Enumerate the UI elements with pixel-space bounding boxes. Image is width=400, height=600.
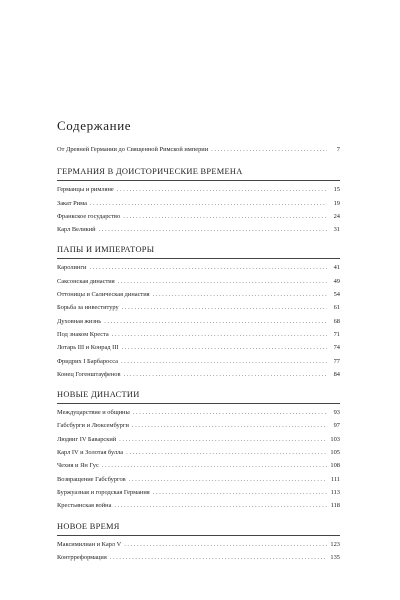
entry-title: Саксонская династия [57, 277, 115, 285]
entry-title: Германцы и римляне [57, 186, 114, 194]
entry-page: 84 [333, 370, 340, 378]
dot-leader [129, 473, 327, 486]
dot-leader [121, 355, 327, 368]
dot-leader [132, 419, 327, 432]
dot-leader [122, 341, 327, 354]
dot-leader [126, 446, 327, 459]
toc-entry [57, 433, 340, 446]
dot-leader [89, 261, 327, 274]
entry-page: 74 [333, 344, 340, 352]
section-title: НОВЫЕ ДИНАСТИИ [57, 389, 340, 404]
entry-title: Лотарь III и Конрад III [57, 344, 119, 352]
dot-leader [211, 143, 327, 156]
entry-title: Закат Рима [57, 199, 87, 207]
entry-page: 24 [333, 212, 340, 220]
entry-page: 111 [330, 475, 340, 483]
dot-leader [117, 183, 327, 196]
entry-page: 77 [333, 357, 340, 365]
section-title: ПАПЫ И ИМПЕРАТОРЫ [57, 244, 340, 259]
toc-title: Содержание [57, 118, 132, 133]
toc-entry [57, 315, 340, 328]
entry-title: Фридрих I Барбаросса [57, 357, 118, 365]
toc-section [57, 389, 340, 512]
entry-page: 123 [330, 540, 340, 548]
dot-leader [124, 538, 327, 551]
entry-page: 49 [333, 277, 340, 285]
dot-leader [114, 499, 327, 512]
entry-title: Контрреформация [57, 553, 107, 561]
entry-title: Карл Великий [57, 226, 96, 234]
toc-sections [57, 166, 340, 564]
entry-page: 15 [333, 186, 340, 194]
entry-title: Чехия и Ян Гус [57, 462, 99, 470]
dot-leader [123, 368, 327, 381]
entry-page: 93 [333, 409, 340, 417]
entry-page: 7 [336, 146, 340, 153]
dot-leader [119, 433, 327, 446]
entry-page: 118 [330, 502, 340, 510]
toc-entry [57, 419, 340, 432]
entry-title: Духовная жизнь [57, 317, 102, 325]
toc-entry [57, 288, 340, 301]
entry-title: Борьба за инвеституру [57, 304, 119, 312]
entry-title: Максимилиан и Карл V [57, 540, 122, 548]
dot-leader [102, 459, 327, 472]
table-of-contents [57, 118, 340, 564]
toc-entry [57, 261, 340, 274]
toc-entry [57, 446, 340, 459]
entry-title: Под знаком Креста [57, 330, 109, 338]
toc-entry [57, 301, 340, 314]
entry-title: Буржуазная и городская Германия [57, 488, 150, 496]
entry-title: Оттоницы и Салическая династия [57, 291, 150, 299]
section-title: НОВОЕ ВРЕМЯ [57, 521, 340, 536]
dot-leader [153, 288, 327, 301]
entry-title: Междуцарствие и общины [57, 409, 130, 417]
entry-page: 108 [330, 462, 340, 470]
entry-title: Возвращение Габсбургов [57, 475, 126, 483]
entry-page: 105 [330, 449, 340, 457]
entry-page: 68 [333, 317, 340, 325]
toc-intro-entry [57, 143, 340, 156]
dot-leader [112, 328, 327, 341]
toc-entry [57, 183, 340, 196]
section-title: ГЕРМАНИЯ В ДОИСТОРИЧЕСКИЕ ВРЕМЕНА [57, 166, 340, 181]
toc-entry [57, 406, 340, 419]
toc-entry [57, 210, 340, 223]
entry-title: Франкское государство [57, 212, 121, 220]
dot-leader [153, 486, 327, 499]
entry-page: 97 [333, 422, 340, 430]
toc-entry [57, 473, 340, 486]
entry-title: Крестьянская война [57, 502, 112, 510]
entry-title: Каролинги [57, 264, 87, 272]
entry-page: 41 [333, 264, 340, 272]
entry-page: 113 [330, 488, 340, 496]
dot-leader [133, 406, 327, 419]
entry-page: 31 [333, 226, 340, 234]
toc-section [57, 521, 340, 565]
entry-page: 61 [333, 304, 340, 312]
dot-leader [118, 275, 327, 288]
toc-entry [57, 355, 340, 368]
dot-leader [104, 315, 327, 328]
toc-entry [57, 486, 340, 499]
entry-page: 54 [333, 291, 340, 299]
entry-title: Людвиг IV Баварский [57, 435, 117, 443]
entry-page: 135 [330, 553, 340, 561]
toc-entry [57, 368, 340, 381]
entry-title: Габсбурги и Люксембурги [57, 422, 129, 430]
dot-leader [110, 551, 327, 564]
entry-title: От Древней Германии до Священной Римской империи [57, 146, 209, 153]
entry-page: 103 [330, 435, 340, 443]
entry-title: Конец Гогенштауфенов [57, 370, 121, 378]
toc-entry [57, 341, 340, 354]
dot-leader [90, 197, 327, 210]
toc-entry [57, 223, 340, 236]
toc-entry [57, 499, 340, 512]
toc-entry [57, 328, 340, 341]
toc-entry [57, 538, 340, 551]
toc-entry [57, 551, 340, 564]
toc-entry [57, 459, 340, 472]
toc-entry [57, 275, 340, 288]
dot-leader [99, 223, 327, 236]
entry-title: Карл IV и Золотая булла [57, 449, 124, 457]
dot-leader [122, 301, 327, 314]
toc-section [57, 244, 340, 381]
entry-page: 19 [333, 199, 340, 207]
entry-page: 71 [333, 330, 340, 338]
toc-section [57, 166, 340, 236]
dot-leader [123, 210, 327, 223]
toc-entry [57, 197, 340, 210]
